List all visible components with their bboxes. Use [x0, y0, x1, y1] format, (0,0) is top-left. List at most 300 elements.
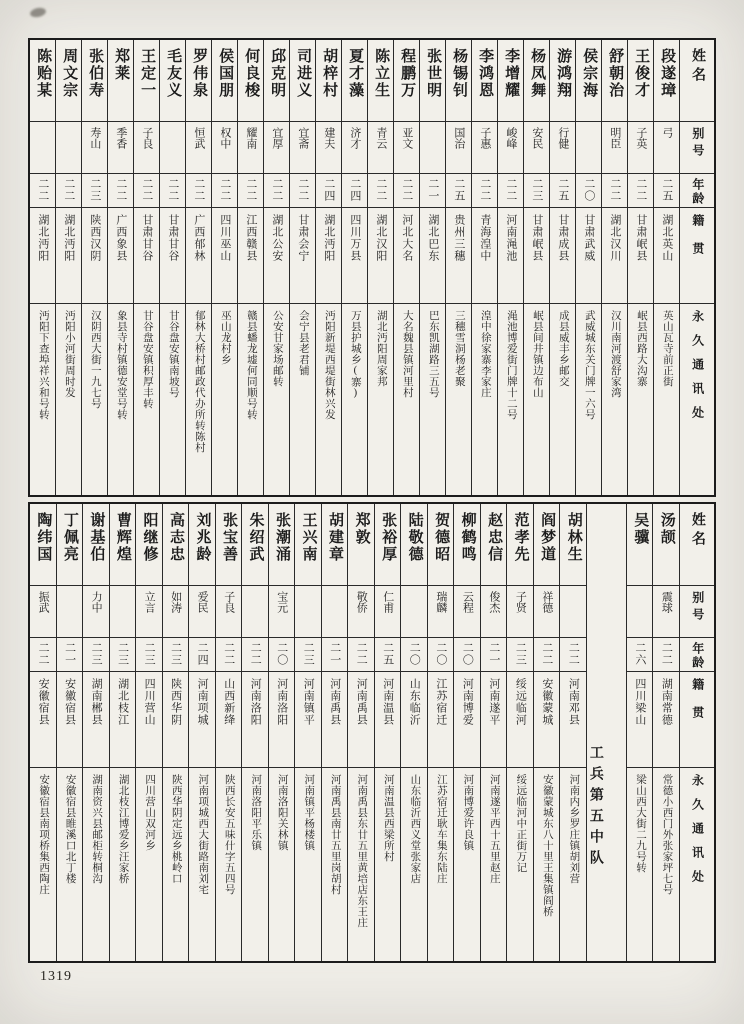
- alias-cell: [316, 122, 341, 174]
- person-address: 岷县西路大沟寨: [635, 310, 647, 387]
- person-column: [653, 504, 680, 961]
- person-column: [627, 504, 654, 961]
- address-cell: [160, 304, 185, 495]
- person-age: 二二: [608, 178, 621, 202]
- address-cell: [269, 768, 295, 961]
- person-name: 高志忠: [167, 512, 184, 563]
- alias-cell: [560, 586, 586, 638]
- person-age: 二五: [381, 642, 394, 666]
- origin-cell: [242, 672, 268, 768]
- age-cell: [454, 638, 480, 672]
- person-column: [654, 40, 680, 495]
- person-age: 二二: [634, 178, 647, 202]
- age-cell: [163, 638, 189, 672]
- name-cell: [472, 40, 497, 122]
- header-name-label: 姓名: [690, 48, 706, 86]
- person-origin: 山东临沂: [408, 678, 421, 726]
- person-address: 河南禹县南廿五里岗胡村: [329, 774, 341, 895]
- person-alias: 寿山: [88, 127, 101, 149]
- age-cell: [481, 638, 507, 672]
- person-origin: 安徽宿县: [63, 678, 76, 726]
- person-origin: 湖北枝江: [116, 678, 129, 726]
- age-cell: [322, 638, 348, 672]
- person-name: 侯国朋: [217, 48, 234, 99]
- name-cell: [269, 504, 295, 586]
- person-origin: 甘肃岷县: [634, 214, 647, 262]
- person-origin: 陕西华阴: [169, 678, 182, 726]
- person-name: 张世明: [425, 48, 442, 99]
- person-name: 陶纬国: [35, 512, 52, 563]
- person-address: 甘谷盘安镇积厚丰转: [141, 310, 153, 409]
- name-cell: [602, 40, 627, 122]
- age-cell: [295, 638, 321, 672]
- person-name: 胡梓村: [321, 48, 338, 99]
- origin-cell: [295, 672, 321, 768]
- person-column: [30, 504, 57, 961]
- person-column: [454, 504, 481, 961]
- person-column: [134, 40, 160, 495]
- address-cell: [550, 304, 575, 495]
- age-cell: [110, 638, 136, 672]
- person-age: 二〇: [275, 642, 288, 666]
- address-cell: [316, 304, 341, 495]
- alias-cell: [290, 122, 315, 174]
- person-name: 陆敬德: [406, 512, 423, 563]
- name-cell: [375, 504, 401, 586]
- origin-cell: [322, 672, 348, 768]
- name-cell: [368, 40, 393, 122]
- name-cell: [550, 40, 575, 122]
- header-name-label: 姓名: [689, 512, 705, 550]
- person-age: 二二: [504, 178, 517, 202]
- address-cell: [534, 768, 560, 961]
- address-cell: [83, 768, 109, 961]
- person-name: 王定一: [139, 48, 156, 99]
- person-column: [342, 40, 368, 495]
- person-column: [472, 40, 498, 495]
- address-cell: [108, 304, 133, 495]
- address-cell: [186, 304, 211, 495]
- person-address: 湖北枝江博爱乡汪家桥: [117, 774, 129, 884]
- person-address: 陕西长安五味什字五四号: [223, 774, 235, 895]
- person-column: [160, 40, 186, 495]
- person-name: 胡林生: [565, 512, 582, 563]
- person-column: [264, 40, 290, 495]
- age-cell: [507, 638, 533, 672]
- address-cell: [401, 768, 427, 961]
- header-origin-label: 籍贯: [690, 214, 705, 270]
- person-age: 二二: [192, 178, 205, 202]
- alias-cell: [524, 122, 549, 174]
- origin-cell: [316, 208, 341, 304]
- name-cell: [186, 40, 211, 122]
- address-cell: [134, 304, 159, 495]
- name-cell: [57, 504, 83, 586]
- person-origin: 河南镇平: [302, 678, 315, 726]
- person-address: 河南温县西梁所村: [382, 774, 394, 862]
- person-age: 二二: [355, 642, 368, 666]
- address-cell: [264, 304, 289, 495]
- person-name: 范孝先: [512, 512, 529, 563]
- origin-cell: [454, 672, 480, 768]
- person-age: 二四: [196, 642, 209, 666]
- address-cell: [342, 304, 367, 495]
- alias-cell: [83, 586, 109, 638]
- person-origin: 江苏宿迁: [434, 678, 447, 726]
- age-cell: [368, 174, 393, 208]
- person-age: 二六: [633, 642, 646, 666]
- person-name: 周文宗: [61, 48, 78, 99]
- header-alias-label: 别号: [690, 127, 705, 161]
- person-name: 陈立生: [373, 48, 390, 99]
- person-alias: 明臣: [608, 127, 621, 149]
- person-address: 渑池博爱街门牌十二号: [505, 310, 517, 420]
- person-origin: 四川万县: [348, 214, 361, 262]
- address-cell: [454, 768, 480, 961]
- address-cell: [627, 768, 653, 961]
- alias-cell: [189, 586, 215, 638]
- address-cell: [216, 768, 242, 961]
- origin-cell: [134, 208, 159, 304]
- name-cell: [342, 40, 367, 122]
- person-column: [446, 40, 472, 495]
- name-cell: [136, 504, 162, 586]
- age-cell: [560, 638, 586, 672]
- person-age: 二二: [244, 178, 257, 202]
- alias-cell: [134, 122, 159, 174]
- person-column: [110, 504, 137, 961]
- person-origin: 甘肃岷县: [530, 214, 543, 262]
- origin-cell: [401, 672, 427, 768]
- alias-cell: [576, 122, 601, 174]
- person-alias: 如涛: [169, 591, 182, 613]
- address-cell: [375, 768, 401, 961]
- alias-cell: [454, 586, 480, 638]
- person-address: 山东临沂西义堂张家店: [409, 774, 421, 884]
- person-alias: 仁甫: [381, 591, 394, 613]
- origin-cell: [560, 672, 586, 768]
- age-cell: [550, 174, 575, 208]
- address-cell: [189, 768, 215, 961]
- person-address: 甘谷盘安镇南坡号: [167, 310, 179, 398]
- person-name: 朱绍武: [247, 512, 264, 563]
- person-age: 二二: [37, 642, 50, 666]
- alias-cell: [264, 122, 289, 174]
- age-cell: [108, 174, 133, 208]
- name-cell: [653, 504, 679, 586]
- age-cell: [472, 174, 497, 208]
- person-column: [30, 40, 56, 495]
- person-origin: 河北大名: [400, 214, 413, 262]
- person-column: [368, 40, 394, 495]
- person-age: 二一: [426, 178, 439, 202]
- person-name: 赵忠信: [486, 512, 503, 563]
- address-cell: [602, 304, 627, 495]
- person-address: 常德小西门外张家坪七号: [661, 774, 673, 895]
- person-origin: 甘肃成县: [556, 214, 569, 262]
- person-age: 二二: [166, 178, 179, 202]
- origin-cell: [550, 208, 575, 304]
- name-cell: [189, 504, 215, 586]
- person-column: [576, 40, 602, 495]
- person-address: 湖北沔阳周家邦: [375, 310, 387, 387]
- person-address: 湟中徐家寨李家庄: [479, 310, 491, 398]
- person-address: 英山瓦寺前正街: [661, 310, 673, 387]
- name-cell: [316, 40, 341, 122]
- scan-artifact: [29, 6, 47, 18]
- alias-cell: [110, 586, 136, 638]
- person-address: 巴东凯湖路三五号: [427, 310, 439, 398]
- age-cell: [242, 638, 268, 672]
- person-name: 曹辉煌: [114, 512, 131, 563]
- header-origin-cell: [680, 208, 714, 304]
- person-alias: 俊杰: [487, 591, 500, 613]
- person-column: [507, 504, 534, 961]
- origin-cell: [507, 672, 533, 768]
- roster-table-top: [28, 38, 716, 497]
- address-cell: [481, 768, 507, 961]
- person-address: 绥远临河中正街万记: [515, 774, 527, 873]
- person-address: 河南洛阳平乐镇: [250, 774, 262, 851]
- alias-cell: [295, 586, 321, 638]
- alias-cell: [394, 122, 419, 174]
- person-origin: 湖南常德: [660, 678, 673, 726]
- address-cell: [110, 768, 136, 961]
- origin-cell: [368, 208, 393, 304]
- person-name: 丁佩亮: [61, 512, 78, 563]
- age-cell: [83, 638, 109, 672]
- person-alias: 权中: [218, 127, 231, 149]
- person-alias: 祥德: [540, 591, 553, 613]
- person-column: [524, 40, 550, 495]
- address-cell: [498, 304, 523, 495]
- origin-cell: [30, 672, 56, 768]
- person-column: [186, 40, 212, 495]
- name-cell: [163, 504, 189, 586]
- header-column: [680, 504, 714, 961]
- person-alias: 宜斋: [296, 127, 309, 149]
- name-cell: [627, 504, 653, 586]
- person-alias: 耀南: [244, 127, 257, 149]
- alias-cell: [368, 122, 393, 174]
- person-origin: 河南禹县: [328, 678, 341, 726]
- person-origin: 甘肃甘谷: [166, 214, 179, 262]
- address-cell: [242, 768, 268, 961]
- person-origin: 甘肃会宁: [296, 214, 309, 262]
- name-cell: [322, 504, 348, 586]
- age-cell: [56, 174, 81, 208]
- roster-table-bottom: [28, 502, 716, 963]
- person-age: 二三: [116, 642, 129, 666]
- person-age: 二五: [660, 178, 673, 202]
- person-address: 大名魏县镇河里村: [401, 310, 413, 398]
- header-age-label: 年龄: [690, 178, 705, 206]
- address-cell: [30, 304, 55, 495]
- person-age: 二一: [63, 642, 76, 666]
- origin-cell: [56, 208, 81, 304]
- age-cell: [576, 174, 601, 208]
- person-alias: 安民: [530, 127, 543, 149]
- person-alias: 峻峰: [504, 127, 517, 149]
- alias-cell: [550, 122, 575, 174]
- person-alias: 弓: [660, 127, 673, 138]
- person-age: 二〇: [582, 178, 595, 202]
- person-name: 邱克明: [269, 48, 286, 99]
- origin-cell: [290, 208, 315, 304]
- person-age: 二三: [90, 642, 103, 666]
- name-cell: [110, 504, 136, 586]
- person-name: 胡建章: [327, 512, 344, 563]
- origin-cell: [189, 672, 215, 768]
- age-cell: [264, 174, 289, 208]
- address-cell: [57, 768, 83, 961]
- address-cell: [472, 304, 497, 495]
- person-age: 二三: [514, 642, 527, 666]
- address-cell: [212, 304, 237, 495]
- origin-cell: [108, 208, 133, 304]
- address-cell: [628, 304, 653, 495]
- age-cell: [375, 638, 401, 672]
- alias-cell: [242, 586, 268, 638]
- person-age: 二二: [540, 642, 553, 666]
- person-address: 梁山西大街二九号转: [634, 774, 646, 873]
- origin-cell: [30, 208, 55, 304]
- age-cell: [134, 174, 159, 208]
- person-origin: 河南项城: [196, 678, 209, 726]
- person-origin: 甘肃甘谷: [140, 214, 153, 262]
- alias-cell: [627, 586, 653, 638]
- name-cell: [348, 504, 374, 586]
- name-cell: [264, 40, 289, 122]
- alias-cell: [82, 122, 107, 174]
- name-cell: [238, 40, 263, 122]
- person-address: 象县寺村镇德安堂号转: [115, 310, 127, 420]
- alias-cell: [428, 586, 454, 638]
- alias-cell: [446, 122, 471, 174]
- address-cell: [163, 768, 189, 961]
- person-address: 湖南资兴县邮柜转桐沟: [91, 774, 103, 884]
- origin-cell: [186, 208, 211, 304]
- alias-cell: [653, 586, 679, 638]
- person-column: [136, 504, 163, 961]
- alias-cell: [269, 586, 295, 638]
- person-column: [212, 40, 238, 495]
- address-cell: [507, 768, 533, 961]
- origin-cell: [576, 208, 601, 304]
- person-address: 河南遂平西十五里赵庄: [488, 774, 500, 884]
- name-cell: [30, 40, 55, 122]
- person-alias: 云程: [461, 591, 474, 613]
- section-title-column: [587, 504, 627, 961]
- person-origin: 广西象县: [114, 214, 127, 262]
- address-cell: [82, 304, 107, 495]
- person-name: 毛友义: [165, 48, 182, 99]
- header-origin-label: 籍贯: [690, 678, 705, 734]
- person-age: 二四: [348, 178, 361, 202]
- person-name: 贺德昭: [433, 512, 450, 563]
- person-age: 二〇: [434, 642, 447, 666]
- name-cell: [420, 40, 445, 122]
- person-address: 江苏宿迁耿车集东陆庄: [435, 774, 447, 884]
- person-name: 王兴南: [300, 512, 317, 563]
- age-cell: [57, 638, 83, 672]
- person-name: 司进义: [295, 48, 312, 99]
- age-cell: [189, 638, 215, 672]
- alias-cell: [212, 122, 237, 174]
- address-cell: [368, 304, 393, 495]
- person-name: 郑莱: [113, 48, 130, 82]
- person-origin: 贵州三穗: [452, 214, 465, 262]
- origin-cell: [160, 208, 185, 304]
- person-alias: 国治: [452, 127, 465, 149]
- name-cell: [108, 40, 133, 122]
- person-name: 郑敦: [353, 512, 370, 546]
- name-cell: [507, 504, 533, 586]
- address-cell: [348, 768, 374, 961]
- person-address: 陕西华阴定远乡桃岭口: [170, 774, 182, 884]
- age-cell: [654, 174, 679, 208]
- alias-cell: [628, 122, 653, 174]
- person-column: [560, 504, 587, 961]
- person-origin: 湖北沔阳: [322, 214, 335, 262]
- person-origin: 河南博爱: [461, 678, 474, 726]
- origin-cell: [446, 208, 471, 304]
- header-column: [680, 40, 714, 495]
- address-cell: [30, 768, 56, 961]
- header-alias-cell: [680, 586, 714, 638]
- person-name: 张裕厚: [380, 512, 397, 563]
- person-alias: 宝元: [275, 591, 288, 613]
- person-column: [394, 40, 420, 495]
- person-address: 郁林大桥村邮政代办所转陈村: [193, 310, 205, 453]
- person-address: 会宁县老君铺: [297, 310, 309, 376]
- origin-cell: [654, 208, 679, 304]
- age-cell: [524, 174, 549, 208]
- address-cell: [653, 768, 679, 961]
- address-cell: [654, 304, 679, 495]
- origin-cell: [472, 208, 497, 304]
- person-alias: 子英: [634, 127, 647, 149]
- address-cell: [446, 304, 471, 495]
- alias-cell: [602, 122, 627, 174]
- age-cell: [136, 638, 162, 672]
- age-cell: [30, 174, 55, 208]
- person-address: 河南博爱许良镇: [462, 774, 474, 851]
- person-address: 武威城东关门牌一六号: [583, 310, 595, 420]
- age-cell: [216, 638, 242, 672]
- person-column: [290, 40, 316, 495]
- name-cell: [534, 504, 560, 586]
- person-age: 二二: [567, 642, 580, 666]
- origin-cell: [602, 208, 627, 304]
- age-cell: [627, 638, 653, 672]
- person-address: 安徽宿县睢溪口北丁楼: [64, 774, 76, 884]
- person-age: 二二: [374, 178, 387, 202]
- person-origin: 河南遂平: [487, 678, 500, 726]
- header-origin-cell: [680, 672, 714, 768]
- person-age: 二三: [143, 642, 156, 666]
- header-address-cell: [680, 304, 714, 495]
- person-column: [238, 40, 264, 495]
- person-name: 张伯寿: [87, 48, 104, 99]
- alias-cell: [238, 122, 263, 174]
- person-name: 罗伟泉: [191, 48, 208, 99]
- person-address: 沔阳下查埠祥兴和号转: [37, 310, 49, 420]
- age-cell: [446, 174, 471, 208]
- name-cell: [560, 504, 586, 586]
- alias-cell: [498, 122, 523, 174]
- person-address: 四川营山双河乡: [144, 774, 156, 851]
